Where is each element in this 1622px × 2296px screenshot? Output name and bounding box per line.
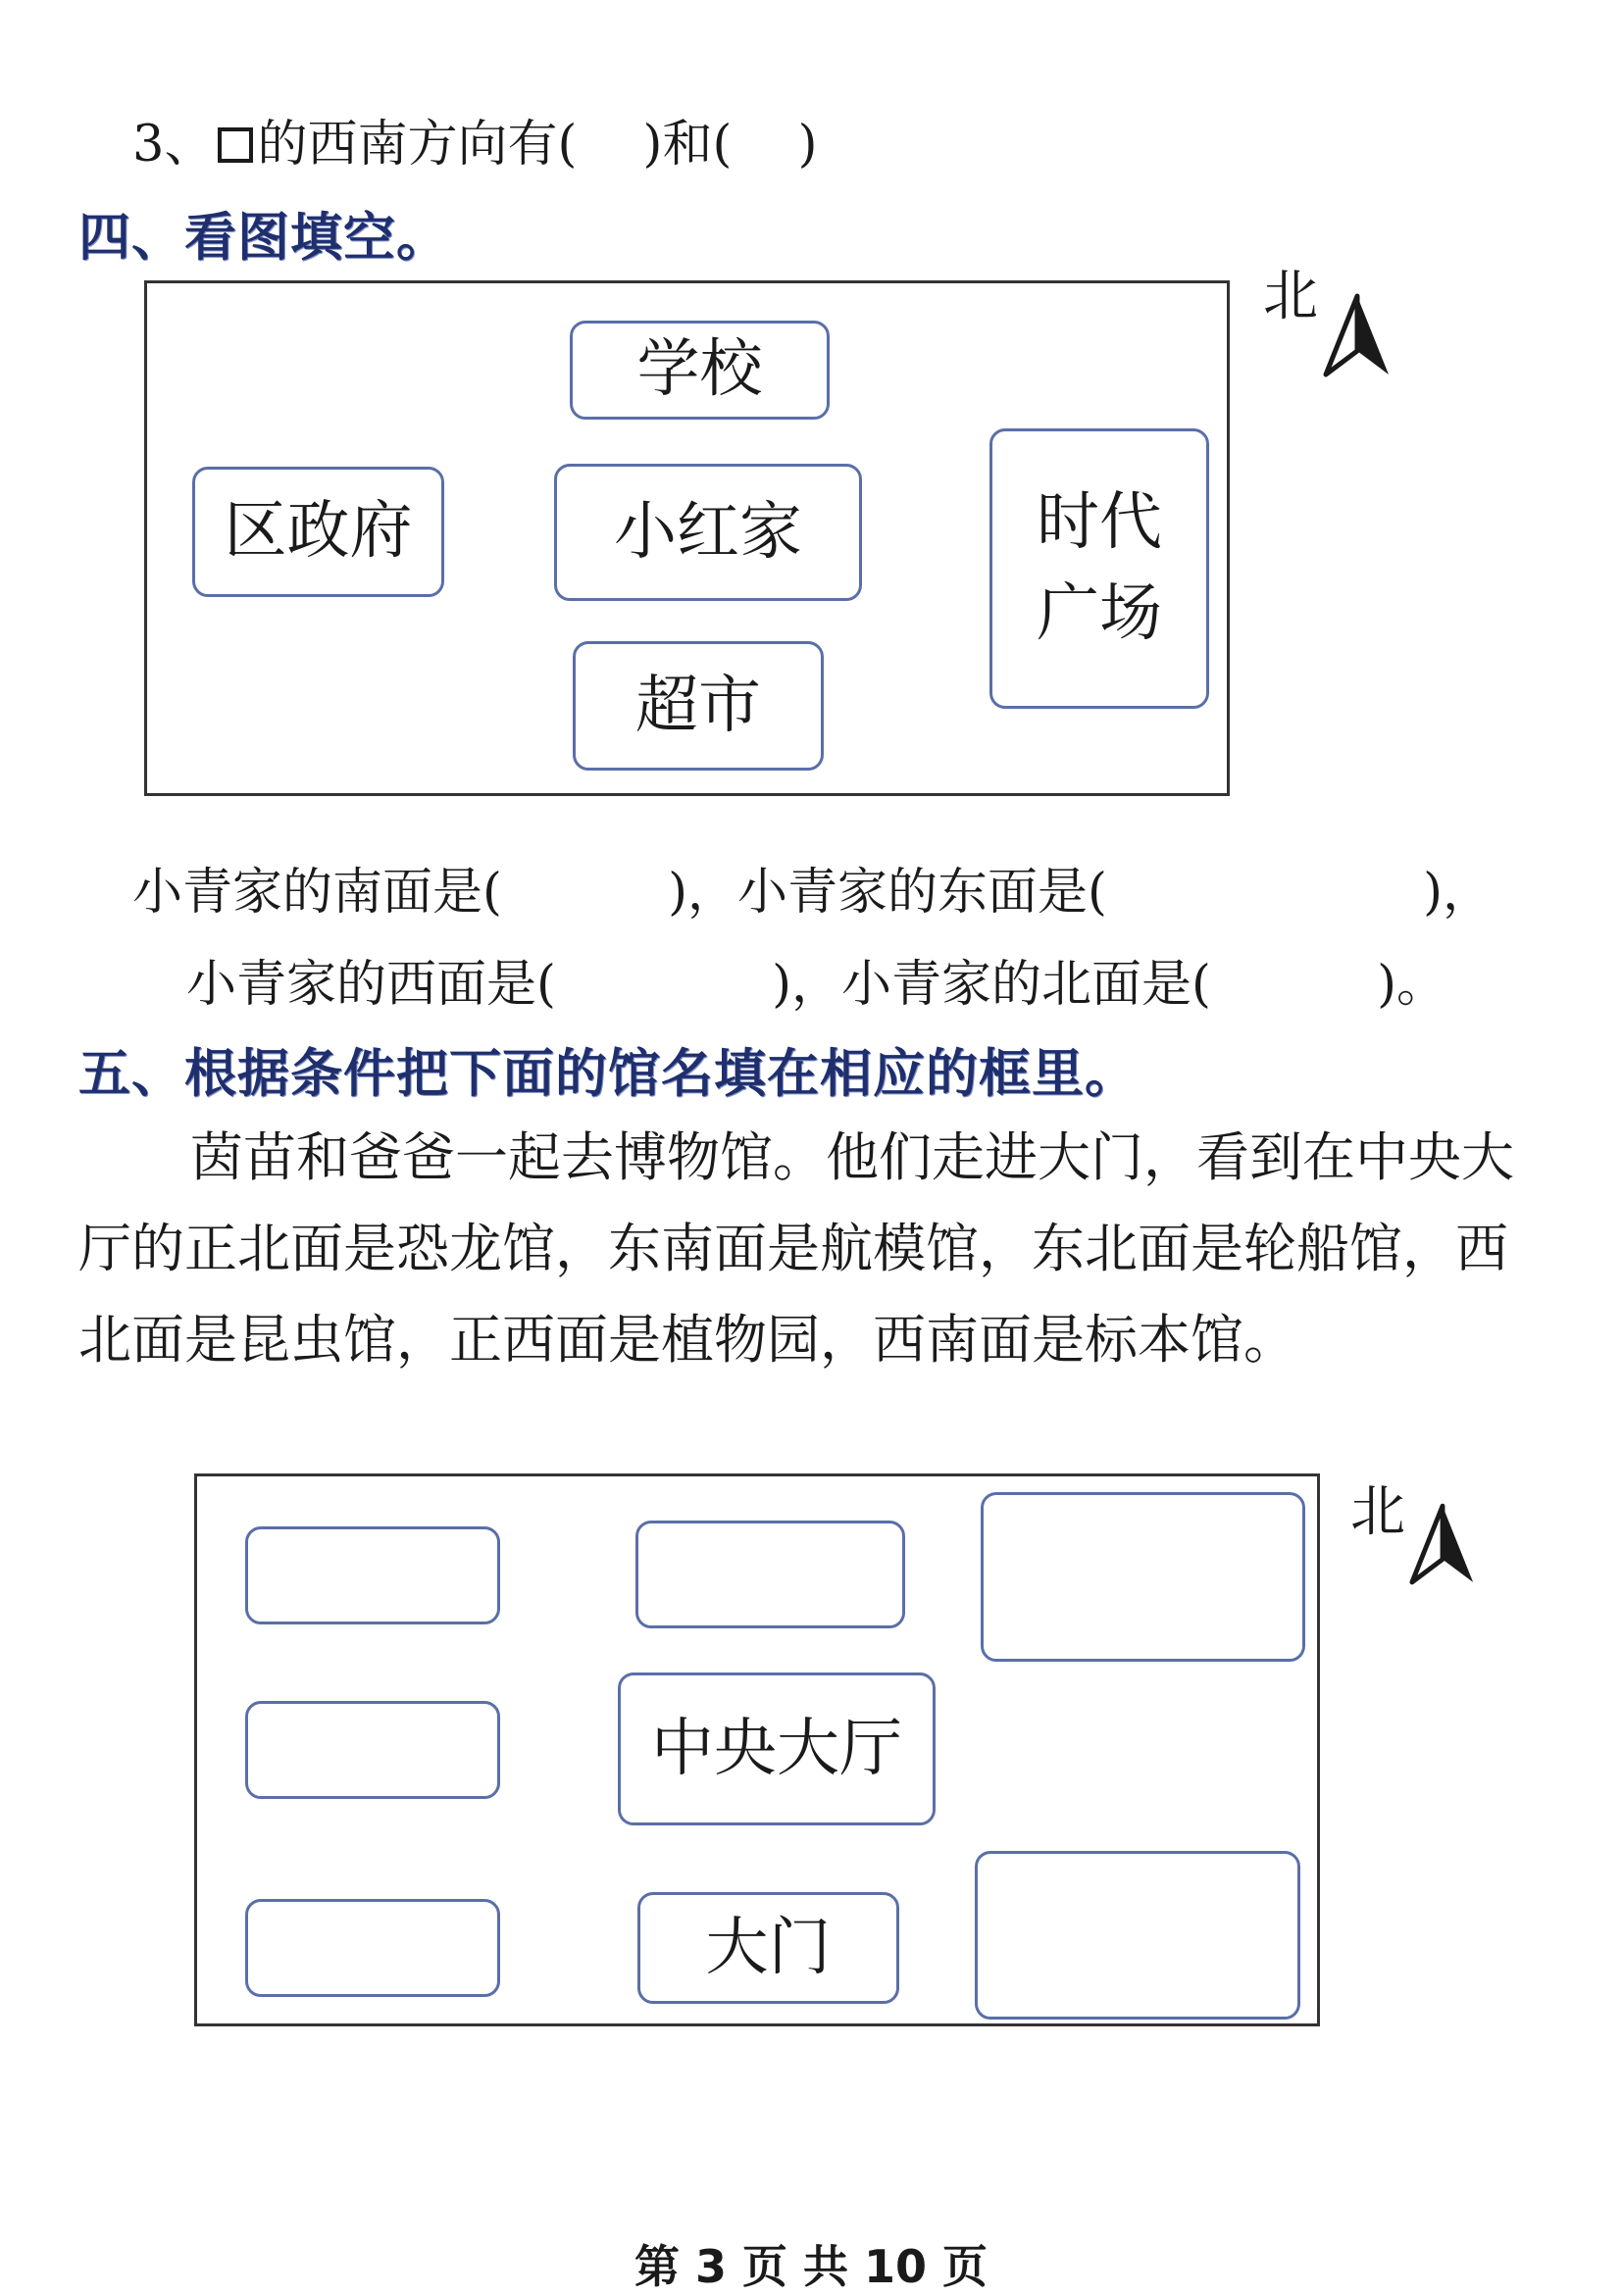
fill-in-line-2: 小青家的西面是( )，小青家的北面是( )。 — [186, 956, 1447, 1014]
square-symbol-icon — [218, 127, 253, 163]
place-school: 学校 — [570, 321, 830, 420]
question-3-prefix: 3、 — [132, 116, 215, 174]
answer-box-north[interactable] — [635, 1521, 905, 1628]
answer-box-west[interactable] — [245, 1701, 500, 1799]
place-times-square: 时代广场 — [989, 428, 1209, 709]
answer-box-northwest[interactable] — [245, 1526, 500, 1624]
north-label-2: 北 — [1350, 1480, 1405, 1544]
place-xiaohong-home: 小红家 — [554, 464, 862, 601]
question-3-text: 的西南方向有( )和( ) — [257, 116, 818, 174]
fill-in-line-1: 小青家的南面是( )，小青家的东面是( )， — [132, 864, 1494, 922]
north-arrow-icon — [1408, 1502, 1477, 1588]
section-5-paragraph: 茵苗和爸爸一起去博物馆。他们走进大门，看到在中央大厅的正北面是恐龙馆，东南面是航模馆，东北面是轮船馆，西北面是昆虫馆，正西面是植物园，西南面是标本馆。 — [78, 1126, 1514, 1371]
place-central-hall: 中央大厅 — [618, 1672, 936, 1825]
answer-box-southwest[interactable] — [245, 1899, 500, 1997]
section-5-heading: 五、根据条件把下面的馆名填在相应的框里。 — [78, 1044, 1138, 1104]
answer-box-northeast[interactable] — [981, 1492, 1305, 1662]
section-4-heading: 四、看图填空。 — [78, 208, 449, 268]
place-main-gate: 大门 — [637, 1892, 899, 2004]
page-footer: 第 3 页 共 10 页 — [634, 2240, 988, 2293]
north-arrow-icon — [1322, 292, 1393, 380]
question-3 — [132, 103, 817, 175]
answer-box-southeast[interactable] — [975, 1851, 1300, 2020]
place-supermarket: 超市 — [573, 641, 824, 771]
section-5-map — [194, 1473, 1320, 2026]
section-4-map — [144, 280, 1230, 796]
place-district-government: 区政府 — [192, 467, 444, 597]
north-label: 北 — [1263, 265, 1318, 328]
